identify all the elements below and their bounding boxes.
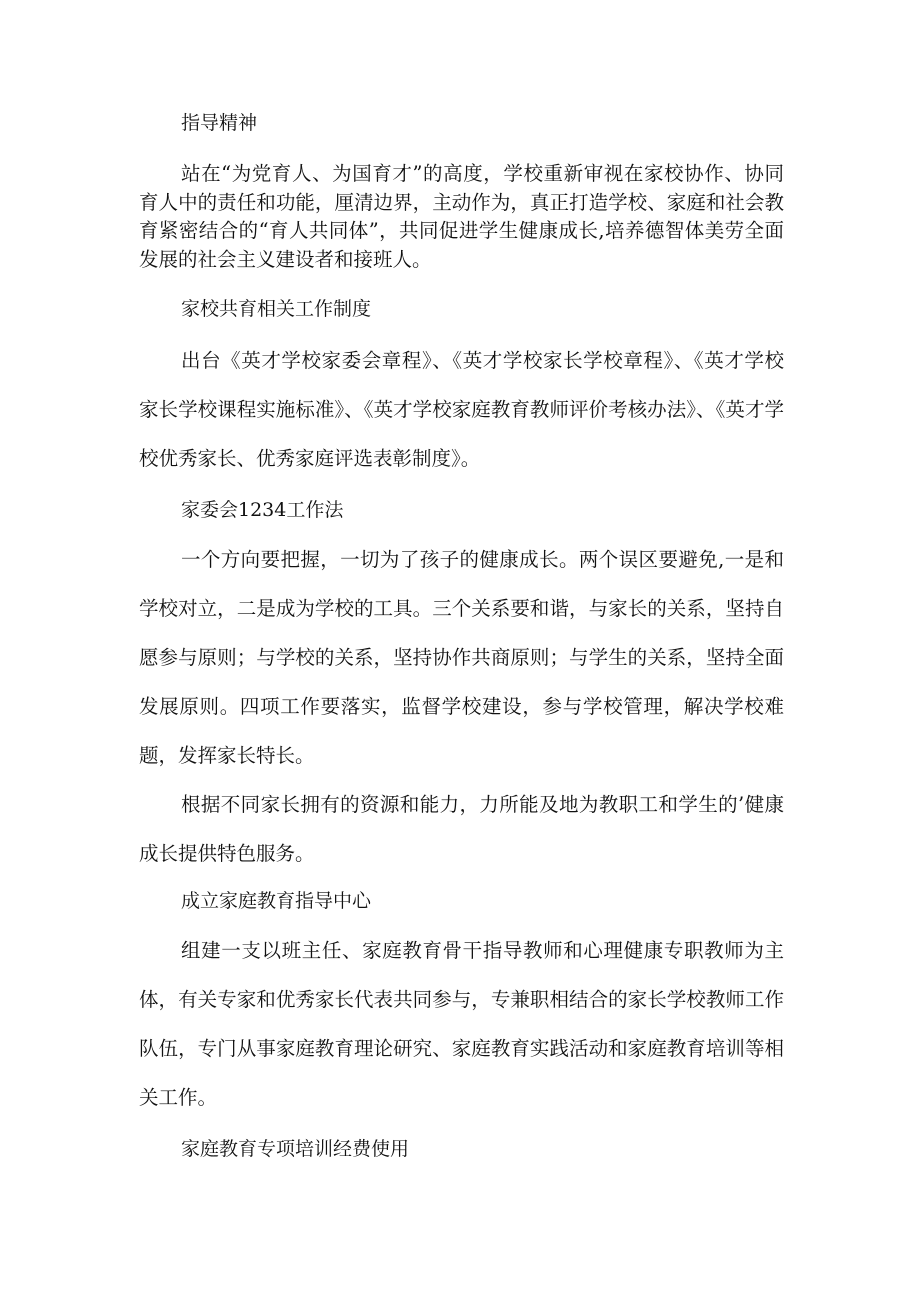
section-heading-1234-method: 家委会1234工作法 [181, 499, 344, 521]
paragraph-work-system: 出台《英才学校家委会章程》、《英才学校家长学校章程》、《英才学校家长学校课程实施标准》、《英才学校家庭教育教师评价考核办法》、《英才学校优秀家长、优秀家庭评选表彰制度》。 [139, 349, 784, 470]
document-body [139, 106, 784, 1166]
section-heading-guidance-center: 成立家庭教育指导中心 [181, 890, 372, 912]
paragraph-guiding-spirit: 站在“为党育人、为国育才”的高度，学校重新审视在家校协作、协同育人中的责任和功能，厘清边界，主动作为，真正打造学校、家庭和社会教育紧密结合的“育人共同体”，共同促进学生健康成长,培养德智体美劳全面发展的社会主义建设者和接班人。 [139, 162, 784, 271]
section-heading-work-system: 家校共育相关工作制度 [181, 298, 372, 320]
section-heading-training-funds: 家庭教育专项培训经费使用 [181, 1138, 410, 1160]
paragraph-1234-method: 一个方向要把握，一切为了孩子的健康成长。两个误区要避免,一是和学校对立，二是成为学校的工具。三个关系要和谐，与家长的关系，坚持自愿参与原则；与学校的关系，坚持协作共商原则；与学生的关系，坚持全面发展原则。四项工作要落实，监督学校建设，参与学校管理，解决学校难题，发挥家长特长。 [139, 548, 784, 767]
paragraph-guidance-center: 组建一支以班主任、家庭教育骨干指导教师和心理健康专职教师为主体，有关专家和优秀家长代表共同参与，专兼职相结合的家长学校教师工作队伍，专门从事家庭教育理论研究、家庭教育实践活动和家庭教育培训等相关工作。 [139, 939, 784, 1109]
paragraph-parent-resources: 根据不同家长拥有的资源和能力，力所能及地为教职工和学生的’健康成长提供特色服务。 [139, 793, 784, 865]
section-heading-guiding-spirit: 指导精神 [181, 112, 258, 134]
